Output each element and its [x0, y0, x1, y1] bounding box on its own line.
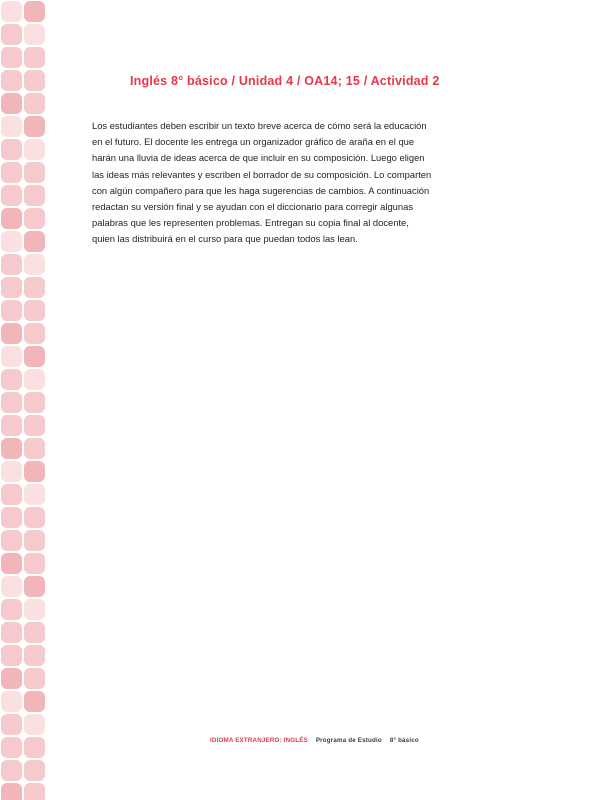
band-cell	[23, 69, 46, 92]
band-row	[0, 23, 46, 46]
band-cell	[0, 23, 23, 46]
band-cell	[0, 230, 23, 253]
band-row	[0, 391, 46, 414]
band-row	[0, 46, 46, 69]
band-row	[0, 598, 46, 621]
band-cell	[23, 437, 46, 460]
band-row	[0, 690, 46, 713]
band-cell	[23, 506, 46, 529]
decorative-margin-band	[0, 0, 46, 800]
band-row	[0, 345, 46, 368]
band-cell	[0, 529, 23, 552]
page-footer	[210, 737, 570, 744]
band-cell	[0, 644, 23, 667]
band-cell	[0, 575, 23, 598]
band-row	[0, 207, 46, 230]
band-cell	[23, 207, 46, 230]
band-row	[0, 184, 46, 207]
band-cell	[0, 552, 23, 575]
band-cell	[0, 391, 23, 414]
band-cell	[0, 322, 23, 345]
band-cell	[0, 161, 23, 184]
band-cell	[0, 0, 23, 23]
band-row	[0, 506, 46, 529]
activity-description: Los estudiantes deben escribir un texto breve acerca de cómo será la educación en el futuro. El docente les entrega un organizador gráfico de araña en el que harán una lluvia de ideas acerca de que incluir en su composición. Luego eligen las ideas más relevantes y escriben el borrador de su composición. Lo comparten con algún compañero para que les haga sugerencias de cambios. A continuación redactan su versión final y se ayudan con el diccionario para corregir algunas palabras que les representen problemas. Entregan su copia final al docente, quien las distribuirá en el curso para que puedan todos las lean.	[92, 120, 432, 245]
band-cell	[23, 322, 46, 345]
band-cell	[0, 276, 23, 299]
band-cell	[23, 759, 46, 782]
band-cell	[0, 667, 23, 690]
band-cell	[0, 253, 23, 276]
band-row	[0, 713, 46, 736]
band-row	[0, 782, 46, 800]
band-cell	[0, 345, 23, 368]
footer-program: Programa de Estudio	[315, 737, 382, 744]
band-cell	[23, 138, 46, 161]
band-cell	[0, 713, 23, 736]
band-cell	[23, 621, 46, 644]
band-row	[0, 299, 46, 322]
band-cell	[0, 207, 23, 230]
band-cell	[0, 299, 23, 322]
band-row	[0, 368, 46, 391]
band-cell	[0, 115, 23, 138]
band-cell	[23, 299, 46, 322]
band-cell	[23, 460, 46, 483]
band-cell	[23, 483, 46, 506]
band-row	[0, 92, 46, 115]
band-cell	[0, 69, 23, 92]
band-cell	[0, 46, 23, 69]
band-row	[0, 759, 46, 782]
band-cell	[0, 138, 23, 161]
band-cell	[23, 391, 46, 414]
band-cell	[0, 368, 23, 391]
band-cell	[0, 621, 23, 644]
band-row	[0, 253, 46, 276]
band-cell	[23, 690, 46, 713]
band-row	[0, 667, 46, 690]
band-row	[0, 230, 46, 253]
band-row	[0, 138, 46, 161]
band-cell	[0, 736, 23, 759]
band-cell	[23, 0, 46, 23]
band-cell	[23, 368, 46, 391]
band-row	[0, 552, 46, 575]
band-cell	[23, 552, 46, 575]
band-row	[0, 0, 46, 23]
band-cell	[0, 598, 23, 621]
band-cell	[0, 483, 23, 506]
band-row	[0, 276, 46, 299]
band-cell	[23, 782, 46, 800]
band-row	[0, 621, 46, 644]
band-cell	[0, 92, 23, 115]
band-cell	[23, 230, 46, 253]
band-row	[0, 460, 46, 483]
band-cell	[0, 414, 23, 437]
band-cell	[23, 667, 46, 690]
band-row	[0, 161, 46, 184]
band-cell	[23, 644, 46, 667]
band-row	[0, 575, 46, 598]
band-row	[0, 437, 46, 460]
band-cell	[23, 46, 46, 69]
band-cell	[23, 92, 46, 115]
band-cell	[0, 184, 23, 207]
band-row	[0, 529, 46, 552]
document-content	[92, 0, 512, 800]
band-cell	[0, 782, 23, 800]
footer-subject: IDIOMA EXTRANJERO: INGLÉS	[210, 737, 308, 744]
band-row	[0, 69, 46, 92]
page-title: Inglés 8° básico / Unidad 4 / OA14; 15 / Actividad 2	[130, 74, 440, 88]
band-row	[0, 115, 46, 138]
band-cell	[23, 161, 46, 184]
band-cell	[23, 736, 46, 759]
band-cell	[0, 690, 23, 713]
band-cell	[23, 575, 46, 598]
band-row	[0, 483, 46, 506]
band-cell	[23, 253, 46, 276]
band-cell	[23, 598, 46, 621]
band-cell	[23, 713, 46, 736]
band-cell	[23, 276, 46, 299]
band-cell	[23, 23, 46, 46]
band-row	[0, 322, 46, 345]
band-row	[0, 414, 46, 437]
band-cell	[23, 345, 46, 368]
band-cell	[0, 460, 23, 483]
band-cell	[23, 115, 46, 138]
band-row	[0, 736, 46, 759]
band-row	[0, 644, 46, 667]
band-cell	[23, 184, 46, 207]
band-cell	[23, 529, 46, 552]
band-cell	[23, 414, 46, 437]
band-cell	[0, 506, 23, 529]
band-cell	[0, 437, 23, 460]
band-cell	[0, 759, 23, 782]
footer-level: 8° básico	[389, 737, 419, 744]
